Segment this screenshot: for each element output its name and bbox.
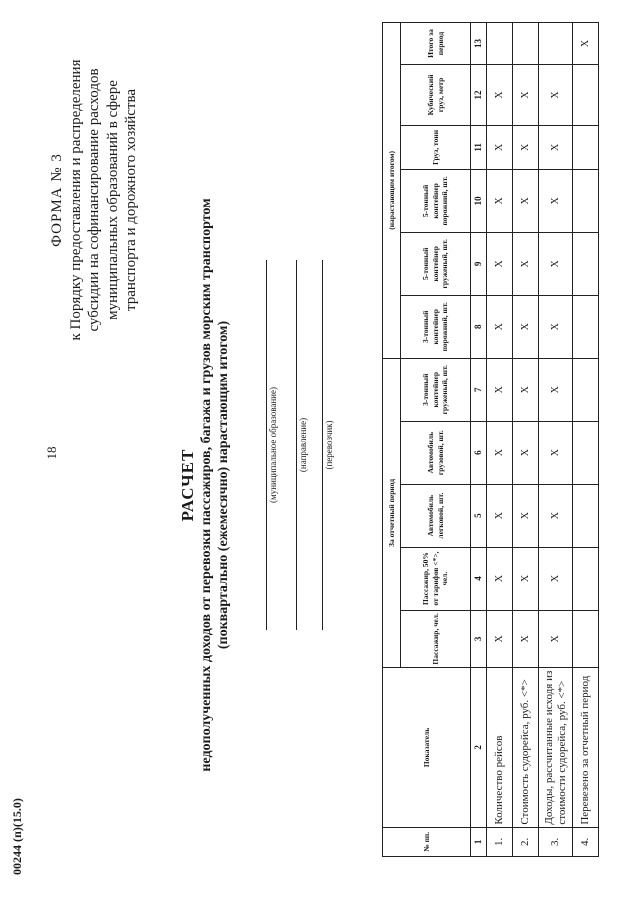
cell-mark: X bbox=[539, 358, 573, 421]
column-number-row bbox=[471, 23, 487, 857]
cell-mark: X bbox=[539, 547, 573, 610]
cell-empty bbox=[573, 169, 599, 232]
cell-empty bbox=[487, 23, 513, 65]
cell-mark: X bbox=[487, 125, 513, 169]
cell-mark: X bbox=[539, 125, 573, 169]
col-header: 5-тонный контейнер порожний, шт. bbox=[401, 169, 471, 232]
col-header: Пассажир, чел. bbox=[401, 610, 471, 668]
cell-mark: X bbox=[487, 232, 513, 295]
document-title bbox=[178, 185, 232, 785]
col-number: 10 bbox=[471, 169, 487, 232]
cell-mark: X bbox=[487, 169, 513, 232]
cell-mark: X bbox=[539, 169, 573, 232]
form-line: муниципальных образований в сфере bbox=[104, 80, 121, 320]
row-name: Количество рейсов bbox=[487, 668, 513, 827]
cell-empty bbox=[573, 610, 599, 668]
cell-empty bbox=[539, 23, 573, 65]
form-heading bbox=[48, 35, 141, 365]
cell-mark: X bbox=[539, 232, 573, 295]
direction-label: (направление) bbox=[298, 417, 308, 473]
cell-mark: X bbox=[539, 421, 573, 484]
cell-empty bbox=[573, 125, 599, 169]
period-header: За отчетный период bbox=[383, 358, 401, 667]
row-number: 2. bbox=[513, 827, 539, 856]
cell-empty bbox=[573, 358, 599, 421]
col-number: 7 bbox=[471, 358, 487, 421]
col-no-header: № пп. bbox=[383, 827, 471, 856]
table-row bbox=[573, 23, 599, 857]
cell-mark: X bbox=[487, 65, 513, 126]
cell-mark: X bbox=[513, 484, 539, 547]
carrier-label: (перевозчик) bbox=[324, 420, 334, 470]
col-header: Кубический груз, метр bbox=[401, 65, 471, 126]
col-number: 1 bbox=[471, 827, 487, 856]
cell-mark: X bbox=[513, 421, 539, 484]
form-title: ФОРМА № 3 bbox=[49, 153, 65, 247]
cell-mark: X bbox=[539, 610, 573, 668]
cell-empty bbox=[573, 547, 599, 610]
cell-mark: X bbox=[487, 295, 513, 358]
col-header: Автомобиль грузовой, шт. bbox=[401, 421, 471, 484]
cell-mark: X bbox=[539, 484, 573, 547]
col-header: 5-тонный контейнер груженый, шт. bbox=[401, 232, 471, 295]
cell-empty bbox=[573, 232, 599, 295]
form-line: субсидии на софинансирование расходов bbox=[86, 68, 102, 332]
row-name: Доходы, рассчитанные исходя из стоимости судорейса, руб. <*> bbox=[539, 668, 573, 827]
header-row bbox=[383, 23, 401, 857]
cumulative-header: (нарастающим итогом) bbox=[383, 23, 401, 359]
col-number: 2 bbox=[471, 668, 487, 827]
cell-mark: X bbox=[513, 232, 539, 295]
title-line: (поквартально (ежемесячно) нарастающим итогом) bbox=[216, 320, 231, 650]
cell-mark: X bbox=[539, 295, 573, 358]
cell-mark: X bbox=[487, 484, 513, 547]
row-name: Перевезено за отчетный период bbox=[573, 668, 599, 827]
cell-empty bbox=[573, 295, 599, 358]
title-line: недополученных доходов от перевозки пассажиров, багажа и грузов морским транспортом bbox=[199, 198, 214, 772]
cell-mark: X bbox=[513, 65, 539, 126]
table-row bbox=[487, 23, 513, 857]
carrier-line bbox=[322, 260, 323, 630]
col-number: 6 bbox=[471, 421, 487, 484]
municipality-line bbox=[266, 260, 267, 630]
row-number: 3. bbox=[539, 827, 573, 856]
cell-empty bbox=[573, 421, 599, 484]
form-line: к Порядку предоставления и распределения bbox=[67, 59, 84, 341]
col-number: 4 bbox=[471, 547, 487, 610]
cell-mark: X bbox=[513, 610, 539, 668]
direction-line bbox=[296, 260, 297, 630]
col-number: 3 bbox=[471, 610, 487, 668]
cell-empty bbox=[573, 65, 599, 126]
form-line: транспорта и дорожного хозяйства bbox=[123, 88, 139, 312]
row-number: 4. bbox=[573, 827, 599, 856]
cell-mark: X bbox=[487, 421, 513, 484]
col-number: 12 bbox=[471, 65, 487, 126]
col-header: Итого за период bbox=[401, 23, 471, 65]
row-name: Стоимость судорейса, руб. <*> bbox=[513, 668, 539, 827]
page-number: 18 bbox=[44, 446, 59, 460]
col-indicator-header: Показатель bbox=[383, 668, 471, 827]
indicator-table bbox=[382, 22, 599, 857]
row-number: 1. bbox=[487, 827, 513, 856]
cell-mark: X bbox=[513, 295, 539, 358]
cell-mark: X bbox=[513, 358, 539, 421]
col-header: Груз, тонн bbox=[401, 125, 471, 169]
cell-empty bbox=[513, 23, 539, 65]
col-number: 11 bbox=[471, 125, 487, 169]
cell-empty bbox=[573, 484, 599, 547]
col-header: 3-тонный контейнер порожний, шт. bbox=[401, 295, 471, 358]
cell-mark: X bbox=[513, 547, 539, 610]
main-title: РАСЧЕТ bbox=[178, 448, 197, 522]
cell-mark: X bbox=[487, 547, 513, 610]
print-stamp: 00244 (п)(15.0) bbox=[10, 798, 24, 875]
cell-mark: X bbox=[513, 125, 539, 169]
cell-mark: X bbox=[573, 23, 599, 65]
table-row bbox=[539, 23, 573, 857]
municipality-label: (муниципальное образование) bbox=[268, 387, 278, 503]
cell-mark: X bbox=[513, 169, 539, 232]
col-number: 5 bbox=[471, 484, 487, 547]
cell-mark: X bbox=[539, 65, 573, 126]
col-header: Пассажир, 50% от тарифов <*>, чел. bbox=[401, 547, 471, 610]
col-header: 3-тонный контейнер груженый, шт. bbox=[401, 358, 471, 421]
table-row bbox=[513, 23, 539, 857]
col-number: 13 bbox=[471, 23, 487, 65]
col-number: 8 bbox=[471, 295, 487, 358]
cell-mark: X bbox=[487, 358, 513, 421]
col-number: 9 bbox=[471, 232, 487, 295]
col-header: Автомобиль легковой, шт. bbox=[401, 484, 471, 547]
cell-mark: X bbox=[487, 610, 513, 668]
